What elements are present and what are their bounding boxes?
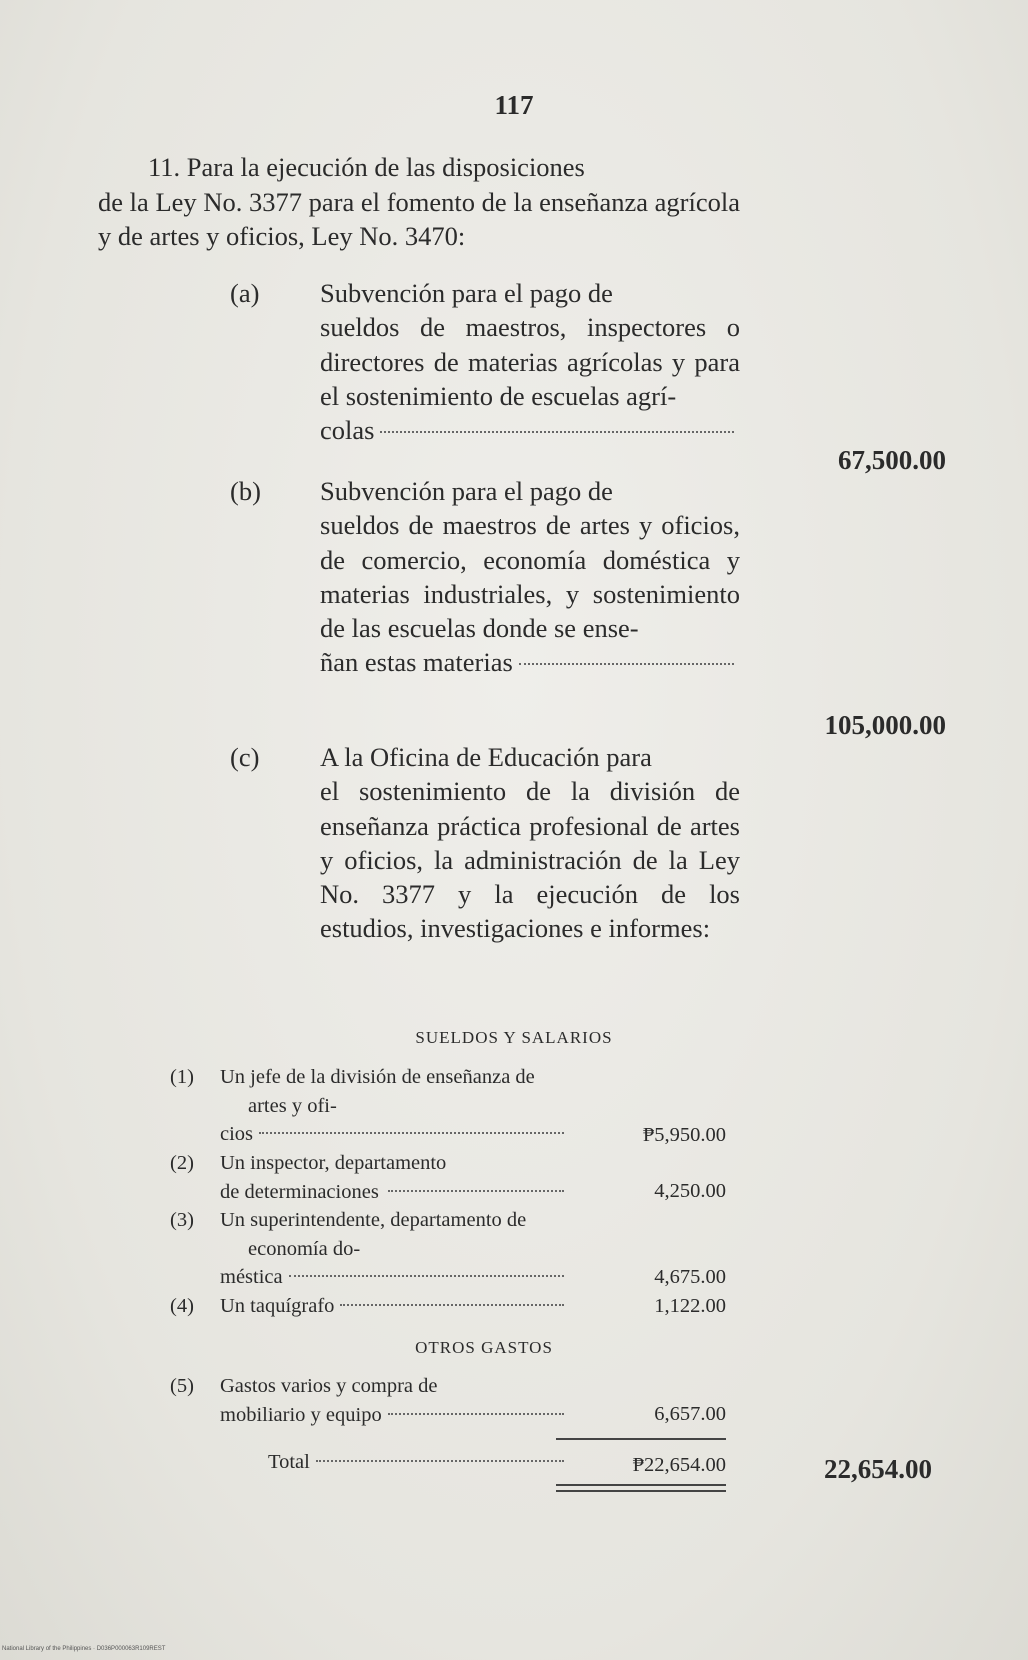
- total-amount: ₱22,654.00: [632, 1454, 726, 1476]
- intro-line-1: 11. Para la ejecución de las disposiciones: [148, 152, 585, 182]
- item-last-line: [320, 413, 740, 447]
- section-intro: [98, 150, 740, 254]
- subitem-text-last: de determinaciones: [220, 1180, 379, 1203]
- leader-dots: [289, 1275, 564, 1277]
- subitem-label: (1): [170, 1066, 194, 1088]
- subitem-last-line: [220, 1263, 570, 1292]
- item-c: [230, 740, 740, 946]
- leader-dots: [380, 431, 734, 433]
- total-label: Total: [268, 1451, 310, 1473]
- subitem-3: [170, 1206, 570, 1292]
- subitem-label: (4): [170, 1295, 194, 1317]
- leader-dots: [340, 1304, 564, 1306]
- amount-b: 105,000.00: [824, 710, 946, 740]
- subitem-text-last: cios: [220, 1123, 254, 1146]
- subitem-last-line: [220, 1401, 570, 1430]
- item-text-last: colas: [320, 415, 375, 446]
- subitem-text: Un jefe de la división de enseñanza de artes y ofi-: [220, 1066, 535, 1117]
- total-line: [268, 1451, 570, 1474]
- subitem-last-line: [220, 1292, 570, 1321]
- total-double-rule-2: [556, 1490, 726, 1492]
- subitem-text-last: méstica: [220, 1266, 283, 1289]
- heading-salaries: SUELDOS Y SALARIOS: [415, 1028, 613, 1047]
- subitem-amount-5: 6,657.00: [654, 1403, 726, 1425]
- leader-dots: [388, 1413, 564, 1415]
- subitem-5: [170, 1372, 570, 1429]
- item-text-first: Subvención para el pago de: [320, 278, 613, 308]
- item-label: (c): [230, 742, 260, 772]
- subitem-label: (3): [170, 1209, 194, 1231]
- leader-dots: [316, 1460, 564, 1462]
- heading-other: OTROS GASTOS: [415, 1338, 553, 1357]
- item-last-line: [320, 645, 740, 679]
- leader-dots: [388, 1190, 564, 1192]
- leader-dots: [259, 1132, 564, 1134]
- subitem-amount-1: ₱5,950.00: [642, 1124, 726, 1146]
- subitem-text: Un superintendente, departamento de economía do-: [220, 1209, 527, 1260]
- subitem-label: (2): [170, 1152, 194, 1174]
- footer-note: National Library of the Philippines · D036P000063R109REST: [2, 1646, 166, 1652]
- item-text-first: Subvención para el pago de: [320, 476, 613, 506]
- total-double-rule-1: [556, 1484, 726, 1486]
- page-number: 117: [494, 90, 534, 120]
- subitem-last-line: [220, 1120, 570, 1149]
- subitem-2: [170, 1149, 570, 1206]
- subitem-text-last: mobiliario y equipo: [220, 1403, 382, 1426]
- subitem-text: Un inspector, departamento: [220, 1152, 447, 1174]
- leader-dots: [519, 663, 734, 665]
- subitem-4: [170, 1292, 570, 1321]
- item-text-first: A la Oficina de Educación para: [320, 742, 652, 772]
- amount-a: 67,500.00: [838, 445, 946, 475]
- item-text-last: ñan estas materias: [320, 647, 513, 678]
- item-text-rest: sueldos de maestros, inspectores o directores de materias agrícolas y para el sostenimiento de escuelas agrí-: [320, 312, 740, 411]
- item-b: [230, 474, 740, 680]
- subitem-text-last: Un taquígrafo: [220, 1295, 335, 1317]
- total-amount-big: 22,654.00: [824, 1454, 932, 1484]
- subtotal-rule: [556, 1438, 726, 1440]
- item-a: [230, 276, 740, 447]
- item-text-rest: el sostenimiento de la división de enseñanza práctica profesional de artes y oficios, la administración de la Ley No. 3377 y la ejecución de los estudios, investigaciones e informes:: [320, 776, 740, 944]
- subitem-last-line: [220, 1178, 570, 1207]
- subitem-amount-4: 1,122.00: [654, 1295, 726, 1317]
- item-label: (a): [230, 278, 260, 308]
- subitem-text: Gastos varios y compra de: [220, 1375, 438, 1397]
- item-text-rest: sueldos de maestros de artes y oficios, de comercio, economía doméstica y materias industriales, y sostenimiento de las escuelas donde se ense-: [320, 510, 740, 644]
- subitem-1: [170, 1063, 570, 1149]
- subitem-amount-2: 4,250.00: [654, 1180, 726, 1202]
- intro-rest: de la Ley No. 3377 para el fomento de la enseñanza agrícola y de artes y oficios, Ley No. 3470:: [98, 186, 740, 251]
- subitem-amount-3: 4,675.00: [654, 1266, 726, 1288]
- subitem-label: (5): [170, 1375, 194, 1397]
- item-label: (b): [230, 476, 261, 506]
